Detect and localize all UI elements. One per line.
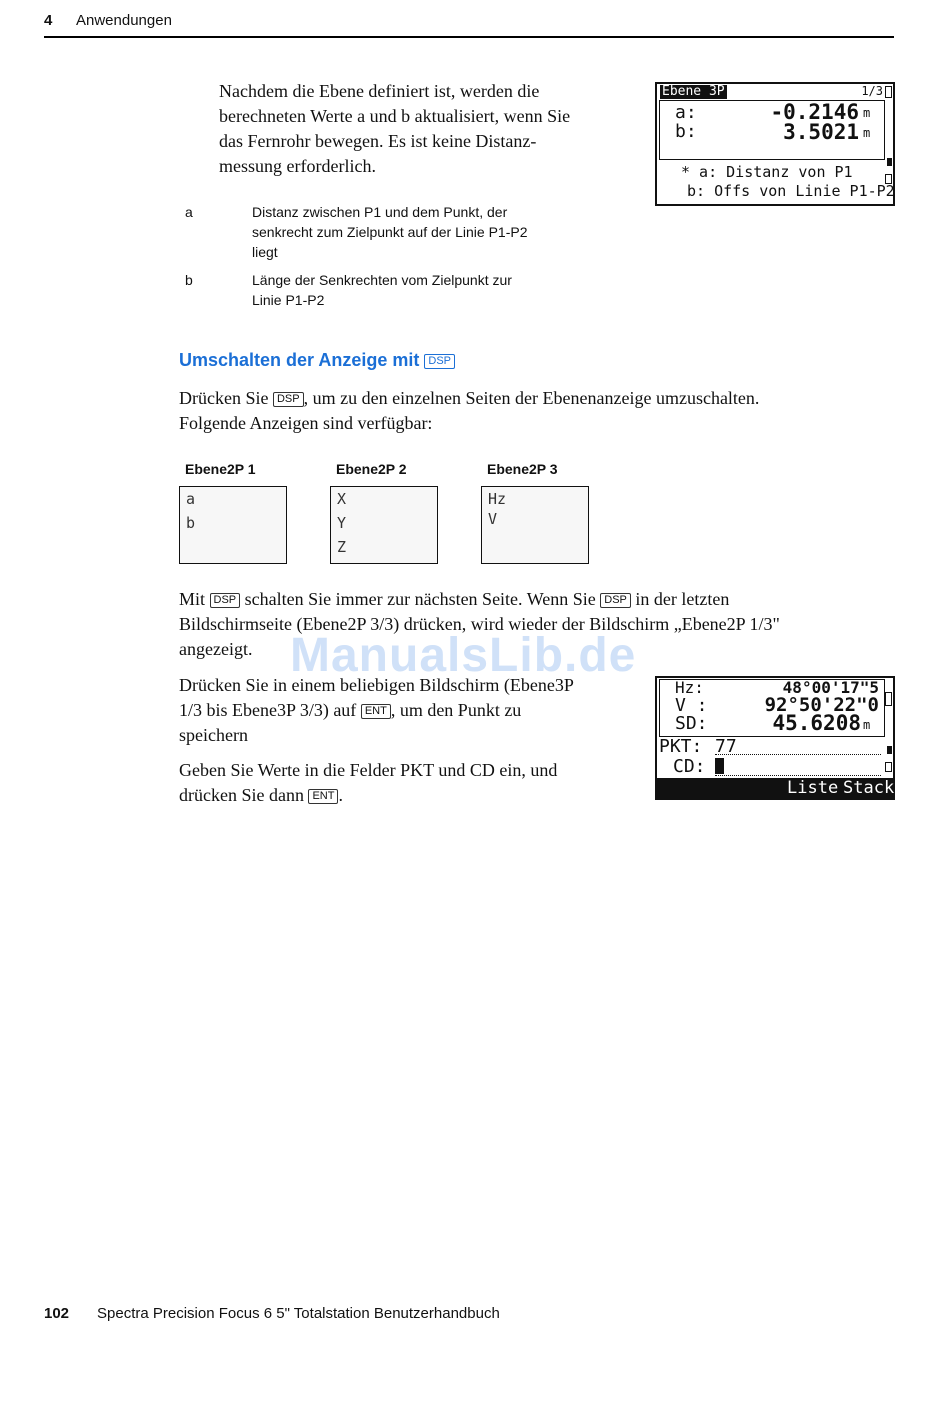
watermark: ManualsLib.de — [290, 629, 637, 682]
mini-screen-line: Hz — [488, 490, 507, 508]
lcd-b-label: b: — [675, 121, 697, 142]
chapter-title: Anwendungen — [76, 12, 172, 29]
pkt-input[interactable]: 77 — [715, 736, 737, 757]
lcd-sd-value: 45.6208 — [772, 711, 861, 735]
dsp-key-icon: DSP — [600, 593, 631, 608]
text-span: 1/3 bis Ebene3P 3/3) auf — [179, 700, 357, 720]
text-line: Drücken Sie in einem beliebigen Bildschirm (Ebene3P — [179, 675, 574, 695]
def-line: senkrecht zum Zielpunkt auf der Linie P1-P2 — [252, 224, 528, 240]
def-line: Linie P1-P2 — [252, 292, 325, 308]
mini-screen-line: V — [488, 510, 498, 528]
lcd-v-value: 92°50'22"0 — [764, 694, 879, 716]
mini-screen-2 — [330, 486, 438, 564]
intro-line: Nachdem die Ebene definiert ist, werden die — [219, 81, 540, 101]
lcd-sd-label: SD: — [675, 713, 708, 734]
lcd-note-b: b: Offs von Linie P1-P2 — [687, 182, 895, 200]
battery-icon — [885, 86, 892, 98]
mini-screen-line: a — [186, 490, 196, 508]
dsp-key-icon: DSP — [210, 593, 241, 608]
battery-icon — [885, 692, 892, 706]
def-line: Länge der Senkrechten vom Zielpunkt zur — [252, 272, 512, 288]
def-term-b: b — [185, 272, 193, 288]
lcd-cd-label: CD: — [673, 756, 706, 777]
lcd-hz-label: Hz: — [675, 678, 704, 697]
text-line: Geben Sie Werte in die Felder PKT und CD ein, und — [179, 760, 558, 780]
ent-key-icon: ENT — [308, 789, 338, 804]
dsp-key-icon: DSP — [424, 354, 455, 369]
def-desc-b — [252, 270, 612, 310]
text-span: schalten Sie immer zur nächsten Seite. Wenn Sie — [244, 589, 596, 609]
lcd-screen-ebene3p — [655, 82, 895, 206]
def-term-a: a — [185, 204, 193, 220]
text-span: Mit — [179, 589, 206, 609]
text-line: Bildschirmseite (Ebene2P 3/3) drücken, wird wieder der Bildschirm „Ebene2P 1/3" — [179, 614, 780, 634]
scroll-up-icon — [887, 158, 892, 166]
header-rule — [44, 36, 894, 38]
text-span: , um zu den einzelnen Seiten der Ebenenanzeige umzuschalten. — [303, 388, 760, 408]
mini-screen-line: Y — [337, 514, 347, 532]
mini-screen-1 — [179, 486, 287, 564]
intro-paragraph — [219, 79, 570, 179]
lcd-a-value: -0.2146 — [770, 100, 859, 124]
pkt-input-underline — [715, 754, 881, 755]
mini-screen-label: Ebene2P 1 — [185, 461, 256, 477]
text-line: speichern — [179, 725, 248, 745]
intro-line: das Fernrohr bewegen. Es ist keine Distanz- — [219, 131, 537, 151]
text-line: angezeigt. — [179, 639, 253, 659]
lcd-title: Ebene 3P — [662, 84, 725, 99]
cd-input[interactable] — [715, 775, 881, 776]
text-span: in der letzten — [635, 589, 730, 609]
softkey-stack[interactable]: Stack — [843, 778, 895, 798]
footer-title: Spectra Precision Focus 6 5" Totalstation Benutzerhandbuch — [97, 1305, 500, 1322]
intro-line: berechneten Werte a und b aktualisiert, wenn Sie — [219, 106, 571, 126]
page-number: 102 — [44, 1305, 70, 1322]
mini-screen-line: b — [186, 514, 196, 532]
ent-key-icon: ENT — [361, 704, 391, 719]
section-heading-text: Umschalten der Anzeige mit — [179, 350, 420, 370]
lcd-hz-value: 48°00'17"5 — [782, 678, 879, 697]
lcd-b-unit: m — [863, 126, 871, 140]
intro-line: messung erforderlich. — [219, 156, 376, 176]
chapter-number: 4 — [44, 12, 53, 29]
input-paragraph — [179, 758, 557, 808]
scroll-up-icon — [887, 746, 892, 754]
lcd-page-indicator: 1/3 — [861, 84, 883, 98]
save-paragraph — [179, 673, 574, 748]
mini-screen-3 — [481, 486, 589, 564]
def-line: Distanz zwischen P1 und dem Punkt, der — [252, 204, 508, 220]
text-line: Folgende Anzeigen sind verfügbar: — [179, 413, 433, 433]
text-span: Drücken Sie — [179, 388, 269, 408]
scroll-down-icon — [885, 762, 892, 772]
def-desc-a — [252, 202, 612, 262]
dsp-key-icon: DSP — [273, 392, 304, 407]
lcd-pkt-label: PKT: — [659, 736, 703, 757]
mini-screen-label: Ebene2P 2 — [336, 461, 407, 477]
lcd-screen-store-point — [655, 676, 895, 800]
section-heading — [179, 350, 455, 371]
mini-screen-line: X — [337, 490, 347, 508]
lcd-b-value: 3.5021 — [783, 120, 859, 144]
mini-screen-label: Ebene2P 3 — [487, 461, 558, 477]
lcd-note-a: * a: Distanz von P1 — [681, 163, 853, 181]
text-span: . — [338, 785, 343, 805]
lcd-v-label: V : — [675, 695, 708, 716]
softkey-liste[interactable]: Liste — [787, 778, 839, 798]
def-line: liegt — [252, 244, 278, 260]
lcd-sd-unit: m — [863, 718, 871, 732]
text-span: , um den Punkt zu — [390, 700, 522, 720]
text-cursor — [715, 758, 724, 774]
lcd-a-label: a: — [675, 102, 697, 123]
mini-screen-line: Z — [337, 538, 347, 556]
text-span: drücken Sie dann — [179, 785, 304, 805]
dsp-paragraph — [179, 386, 759, 436]
lcd-a-unit: m — [863, 106, 871, 120]
